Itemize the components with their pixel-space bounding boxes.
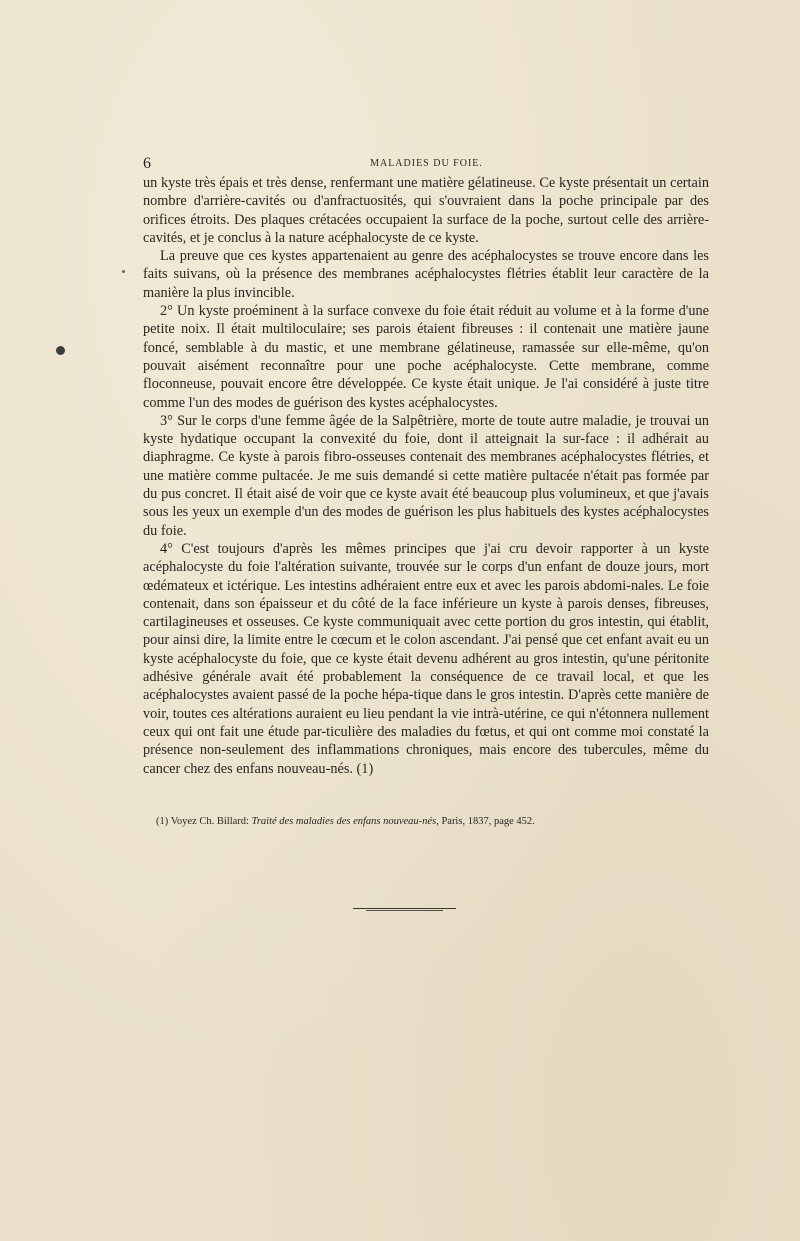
page-header xyxy=(143,155,710,175)
paragraph-continuation: un kyste très épais et très dense, renfermant une matière gélatineuse. Ce kyste présentait un certain nombre d'arrière-cavités ou d'anfractuosités, qui s'ouvraient dans la poche principale par des orifices étroits. Des plaques crétacées occupaient la surface de la poche, surtout celle des arrière-cavités, et je conclus à la nature acéphalocyste de ce kyste. xyxy=(143,175,709,246)
paragraph-preuve: La preuve que ces kystes appartenaient au genre des acéphalocystes se trouve encore dans les faits suivans, où la présence des membranes acéphalocystes flétries établit leur caractère de la manière la plus invincible. xyxy=(143,248,709,301)
footnote-marker: (1) xyxy=(156,816,169,827)
paragraph-case-4: 4° C'est toujours d'après les mêmes principes que j'ai cru devoir rapporter à un kyste acéphalocyste du foie l'altération suivante, trouvée sur le corps d'un enfant de douze jours, mort œdémateux et ictérique. Les intestins adhéraient entre eux et avec les parois abdomi-nales. Le foie contenait, dans son épaisseur et du côté de la face inférieure un kyste à parois denses, fibreuses, cartilagineuses et osseuses. Ce kyste communiquait avec cette portion du gros intestin, qui établit, pour ainsi dire, la limite entre le cœcum et le colon ascendant. J'ai pensé que cet enfant avait eu un kyste acéphalocyste du foie, que ce kyste était devenu adhérent au gros intestin, qu'une péritonite adhésive générale avait été probablement la conséquence de ce travail local, et que les acéphalocystes avaient passé de la poche hépa-tique dans le gros intestin. D'après cette manière de voir, toutes ces altérations auraient eu lieu pendant la vie intrà-utérine, ce qui n'étonnera nullement ceux qui ont fait une étude par-ticulière des maladies du fœtus, et qui ont comme moi constaté la présence non-seulement des inflammations chroniques, mais encore des tubercules, même du cancer chez des enfans nouveau-nés. (1) xyxy=(143,540,709,777)
paragraph-case-3: 3° Sur le corps d'une femme âgée de la Salpêtrière, morte de toute autre maladie, je trouvai un kyste hydatique occupant la convexité du foie, dont il atteignait la sur-face : il adhérait au diaphragme. Ce kyste à parois fibro-osseuses contenait des membranes acéphalocystes flétries, et une matière comme pultacée. Je me suis demandé si cette matière pultacée n'était pas formée par du pus concret. Il était aisé de voir que ce kyste avait été beaucoup plus volumineux, et que j'avais sous les yeux un exemple d'un des modes de guérison les plus habituels des kystes acéphalocystes du foie. xyxy=(143,412,709,539)
footnote-details: , Paris, 1837, page 452. xyxy=(436,816,535,827)
footnote-title: Traité des maladies des enfans nouveau-nés xyxy=(251,816,437,827)
ink-speck xyxy=(56,346,65,355)
footnote-lead: Voyez Ch. Billard: xyxy=(170,816,249,827)
ornamental-rule xyxy=(353,908,456,909)
running-head: MALADIES DU FOIE. xyxy=(370,158,483,169)
footnote xyxy=(156,815,708,829)
paragraph-case-2: 2° Un kyste proéminent à la surface convexe du foie était réduit au volume et à la forme d'une petite noix. Il était multiloculaire; ses parois étaient fibreuses : il contenait une matière jaune foncé, semblable à du mastic, et une membrane gélatineuse, ramassée sur elle-même, qu'on pouvait aisément reconnaître pour une poche acéphalocyste. Cette membrane, comme floconneuse, pouvait encore être développée. Ce kyste était unique. Je l'ai considéré à juste titre comme l'un des modes de guérison des kystes acéphalocystes. xyxy=(143,303,709,411)
page-number: 6 xyxy=(143,155,151,172)
body-text xyxy=(143,174,709,778)
ink-speck xyxy=(122,270,125,273)
